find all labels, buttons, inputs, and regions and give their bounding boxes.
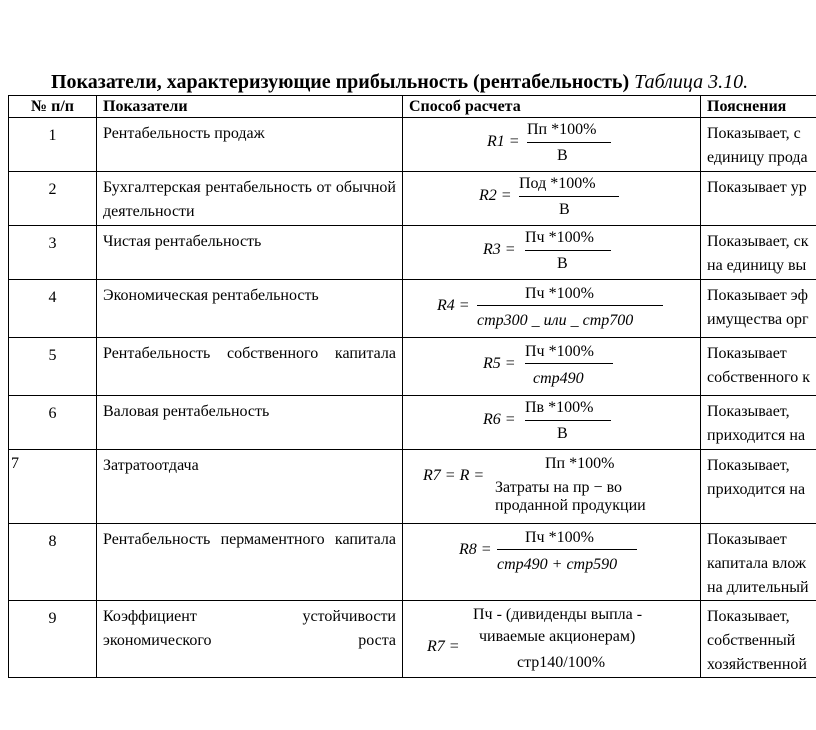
title-italic: Таблица 3.10. [634, 71, 749, 93]
formula-numerator: Пч *100% [525, 285, 594, 302]
note-line: единицу прода [707, 149, 808, 166]
row-number: 1 [9, 118, 97, 172]
fraction-bar [525, 420, 611, 421]
note-line: собственный [707, 632, 796, 649]
note-line: Показывает ур [707, 179, 807, 196]
table-row [9, 118, 816, 172]
formula-numerator: Пв *100% [525, 399, 594, 416]
note-cell [701, 338, 816, 396]
row-number: 9 [9, 601, 97, 678]
formula-cell [403, 524, 701, 601]
formula-lhs: R4 = [437, 297, 470, 314]
formula-cell [403, 280, 701, 338]
note-cell [701, 280, 816, 338]
formula-numerator: Пч *100% [525, 343, 594, 360]
formula-denominator: В [557, 425, 568, 442]
indicator-name: Рентабельность собственного капитала [97, 338, 403, 396]
formula-numerator: Пч *100% [525, 529, 594, 546]
table-row [9, 524, 816, 601]
formula-cell [403, 396, 701, 450]
formula-lhs: R1 = [487, 133, 520, 150]
formula-lhs: R6 = [483, 411, 516, 428]
formula-lhs: R7 = [427, 638, 460, 655]
note-line: на единицу вы [707, 257, 807, 274]
header-method: Способ расчета [403, 96, 701, 118]
formula-lhs: R3 = [483, 241, 516, 258]
table-row [9, 172, 816, 226]
note-line: Показывает, с [707, 125, 801, 142]
formula-denominator: В [559, 201, 570, 218]
formula-cell [403, 338, 701, 396]
formula-cell [403, 172, 701, 226]
formula-numerator-line2: чиваемые акционерам) [479, 628, 636, 645]
note-line: Показывает эф [707, 287, 808, 304]
formula-lhs: R7 = R = [423, 467, 485, 484]
note-line: Показывает, ск [707, 233, 809, 250]
row-number: 3 [9, 226, 97, 280]
indicator-name: Чистая рентабельность [97, 226, 403, 280]
formula-numerator: Пп *100% [527, 121, 597, 138]
header-notes: Пояснения [701, 96, 816, 118]
fraction-bar [525, 250, 611, 251]
row-number: 2 [9, 172, 97, 226]
indicator-name: Экономическая рентабельность [97, 280, 403, 338]
note-line: Показывает, [707, 403, 790, 420]
note-cell [701, 118, 816, 172]
fraction-bar [497, 549, 637, 550]
row-number: 5 [9, 338, 97, 396]
formula-denominator: стр490 + стр590 [497, 556, 618, 573]
table-row [9, 450, 816, 524]
note-line: Показывает [707, 345, 787, 362]
note-cell [701, 524, 816, 601]
formula-denominator-line2: проданной продукции [495, 497, 646, 514]
table-row [9, 396, 816, 450]
note-line: собственного к [707, 369, 810, 386]
formula-lhs: R5 = [483, 355, 516, 372]
note-line: Показывает, [707, 608, 790, 625]
note-line: хозяйственной [707, 656, 807, 673]
row-number: 6 [9, 396, 97, 450]
note-line: капитала влож [707, 555, 807, 572]
formula-cell [403, 450, 701, 524]
note-cell [701, 172, 816, 226]
formula-denominator: Затраты на пр − во [495, 479, 623, 496]
note-line: Показывает, [707, 457, 790, 474]
title-bold: Показатели, характеризующие прибыльность (рентабельность) [51, 71, 630, 93]
fraction-bar [525, 363, 613, 364]
row-number: 8 [9, 524, 97, 601]
indicator-name: Коэффициент устойчивости экономического роста [97, 601, 403, 678]
fraction-bar [519, 196, 619, 197]
note-line: на длительный [707, 579, 809, 596]
formula-cell [403, 118, 701, 172]
note-line: Показывает [707, 531, 787, 548]
table-title [51, 70, 748, 94]
table-row [9, 601, 816, 678]
indicator-name: Затратоотдача [97, 450, 403, 524]
indicator-name: Рентабельность пермаментного капитала [97, 524, 403, 601]
note-line: приходится на [707, 481, 806, 498]
note-cell [701, 450, 816, 524]
row-number: 4 [9, 280, 97, 338]
profitability-table [8, 95, 816, 678]
fraction-bar [527, 142, 611, 143]
table-row [9, 280, 816, 338]
formula-denominator: стр490 [533, 370, 584, 387]
note-cell [701, 601, 816, 678]
formula-cell [403, 601, 701, 678]
formula-lhs: R8 = [459, 541, 492, 558]
formula-denominator: стр300 _ или _ стр700 [477, 312, 634, 329]
formula-denominator: В [557, 255, 568, 272]
note-cell [701, 226, 816, 280]
fraction-bar [477, 305, 663, 306]
header-num: № п/п [9, 96, 97, 118]
header-indicators: Показатели [97, 96, 403, 118]
note-line: имущества орг [707, 311, 809, 328]
indicator-name: Валовая рентабельность [97, 396, 403, 450]
table-row [9, 338, 816, 396]
row-number: 7 [9, 450, 97, 524]
formula-lhs: R2 = [479, 187, 512, 204]
formula-denominator: В [557, 147, 568, 164]
indicator-name: Бухгалтерская рентабельность от обычной деятельности [97, 172, 403, 226]
header-row [9, 96, 816, 118]
formula-numerator: Пп *100% [545, 455, 615, 472]
indicator-name: Рентабельность продаж [97, 118, 403, 172]
note-line: приходится на [707, 427, 806, 444]
formula-denominator: стр140/100% [517, 654, 606, 671]
formula-numerator: Под *100% [519, 175, 596, 192]
note-cell [701, 396, 816, 450]
formula-numerator: Пч - (дивиденды выпла - [473, 606, 643, 623]
table-row [9, 226, 816, 280]
formula-cell [403, 226, 701, 280]
formula-numerator: Пч *100% [525, 229, 594, 246]
